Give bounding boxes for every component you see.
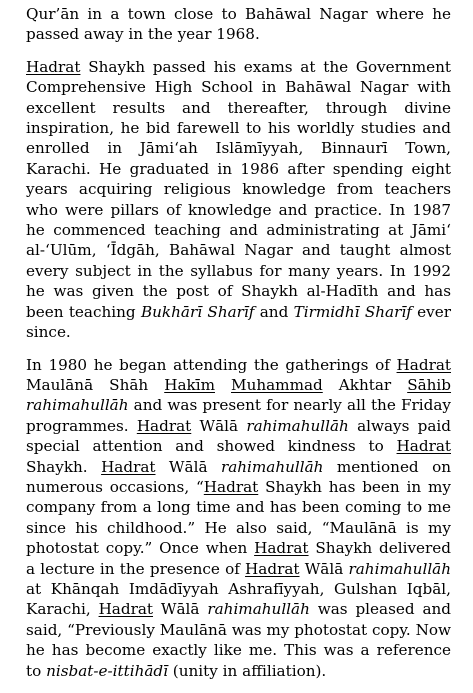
text-run: at Khānqah Imdādīyyah Ashrafīyyah, Gulshan Iqbāl, Karachi,: [26, 579, 451, 619]
italic-term: nisbat-e-ittihādī: [46, 661, 168, 680]
text-run: Shaykh.: [26, 457, 102, 476]
underlined-term: Hadrat: [245, 559, 300, 578]
italic-term: Tirmidhī Sharīf: [293, 302, 412, 321]
text-run: Qur’ān in a town close to Bahāwal Nagar where he passed away in the year 1968.: [26, 5, 451, 44]
text-run: Wālā: [299, 559, 349, 578]
text-run: Wālā: [191, 416, 247, 435]
text-run: Akhtar: [322, 375, 408, 394]
text-run: Shaykh delivered a lecture in the presence of: [26, 539, 451, 578]
text-run: Wālā: [153, 600, 208, 619]
text-run: Shaykh passed his exams at the Government Comprehensive High School in Bahāwal Nagar with excellent results and thereafter, through divine inspiration, he bid farewell to his worldly studies and enrolled in Jāmi‘ah Islāmīyyah, Binnaurī Town, Karachi. He graduated in 1986 after spending eight years acquiring religious knowledge from teachers who were pillars of knowledge and practice. In 1987 he commenced teaching and administrating at Jāmi‘ al-‘Ulūm, ‘Īdgāh, Bahāwal Nagar and taught almost every subject in the syllabus for many years. In 1992 he was given the post of Shaykh al-Hadīth and has been teaching: [26, 57, 451, 321]
text-run: and: [254, 302, 294, 321]
italic-term: rahimahullāh: [246, 416, 349, 435]
text-run: (unity in affiliation).: [167, 661, 327, 680]
text-run: was pleased and said, “Previously Maulānā was my photostat copy. Now he has become exactly like me. This was a reference to: [26, 600, 452, 680]
paragraph-3: [26, 355, 451, 682]
text-run: mentioned on numerous occasions, “: [26, 457, 451, 496]
italic-term: rahimahullāh: [26, 396, 129, 415]
italic-term: rahimahullāh: [348, 559, 452, 578]
underlined-term: Hadrat: [396, 437, 451, 456]
text-run: [215, 376, 231, 394]
underlined-term: Hadrat: [254, 539, 309, 558]
text-run: always paid special attention and showed kindness to: [26, 416, 452, 456]
underlined-term: Hakīm: [164, 375, 215, 394]
italic-term: rahimahullāh: [220, 457, 324, 476]
text-run: Wālā: [155, 457, 221, 476]
underlined-term: Sāhib: [407, 375, 452, 394]
paragraph-2: [26, 57, 451, 343]
underlined-term: Hadrat: [136, 416, 192, 435]
text-run: Shaykh has been in my company from a long time and has been coming to me since his childhood.” He also said, “Maulānā is my photostat copy.” Once when: [26, 477, 451, 558]
underlined-term: Hadrat: [203, 477, 259, 496]
text-run: ever since.: [26, 302, 451, 342]
text-run: and was present for nearly all the Friday programmes.: [26, 396, 451, 435]
underlined-term: Muhammad: [231, 375, 323, 394]
underlined-term: Hadrat: [396, 355, 451, 374]
underlined-term: Hadrat: [98, 600, 154, 619]
italic-term: rahimahullāh: [207, 600, 310, 619]
paragraph-1: [26, 4, 451, 45]
text-run: In 1980 he began attending the gatherings of: [26, 355, 397, 374]
underlined-term: Hadrat: [26, 57, 81, 76]
text-run: Maulānā Shāh: [26, 375, 165, 394]
italic-term: Bukhārī Sharīf: [140, 302, 255, 321]
underlined-term: Hadrat: [101, 457, 156, 476]
